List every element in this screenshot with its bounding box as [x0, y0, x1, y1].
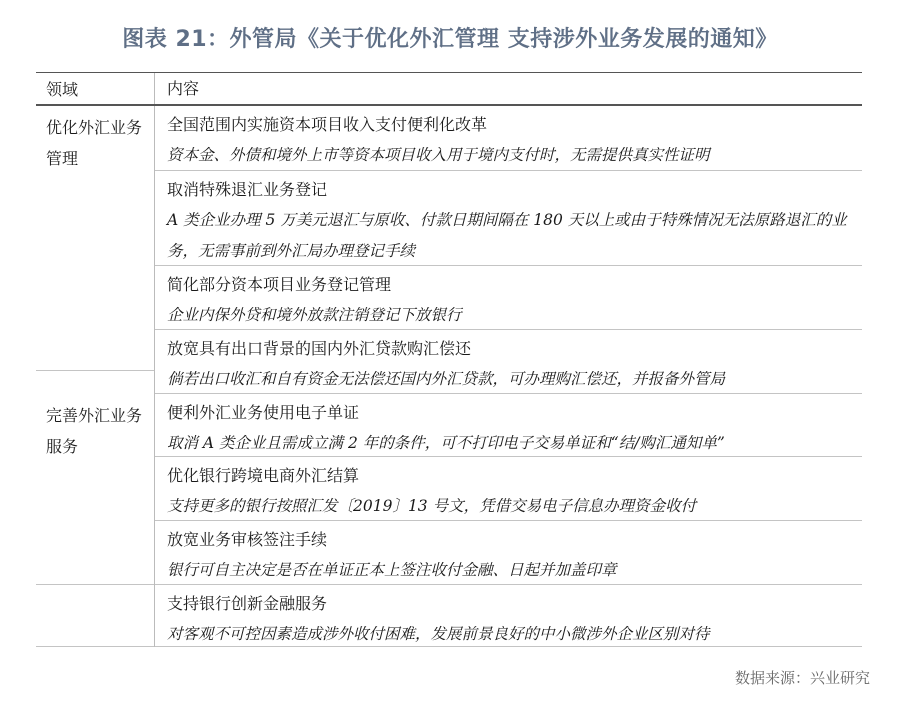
- table-group: [36, 585, 862, 647]
- item-head: 取消特殊退汇业务登记: [167, 180, 328, 199]
- content-item: [155, 521, 862, 585]
- domain-cell: 完善外汇业务服务: [36, 394, 154, 585]
- header-content: 内容: [154, 73, 862, 104]
- item-head: 放宽具有出口背景的国内外汇贷款购汇偿还: [167, 339, 472, 358]
- content-item: [155, 585, 862, 647]
- content-item: [155, 330, 862, 394]
- item-desc: 支持更多的银行按照汇发〔2019〕13 号文，凭借交易电子信息办理资金收付: [167, 497, 697, 515]
- source-note: 数据来源：兴业研究: [734, 669, 870, 687]
- policy-table: [36, 72, 862, 647]
- item-desc: 倘若出口收汇和自有资金无法偿还国内外汇贷款，可办理购汇偿还，并报备外管局: [167, 370, 726, 388]
- content-item: [155, 266, 862, 330]
- item-desc: A 类企业办理 5 万美元退汇与原收、付款日期间隔在 180 天以上或由于特殊情况无法原路退汇的业务，无需事前到外汇局办理登记手续: [167, 211, 847, 260]
- item-head: 简化部分资本项目业务登记管理: [167, 275, 392, 294]
- item-head: 全国范围内实施资本项目收入支付便利化改革: [167, 115, 488, 134]
- header-domain: 领域: [46, 80, 79, 99]
- item-desc: 企业内保外贷和境外放款注销登记下放银行: [167, 306, 462, 324]
- table-group: [36, 106, 862, 394]
- table-group: [36, 394, 862, 585]
- content-item: [155, 394, 862, 457]
- content-item: [155, 106, 862, 171]
- content-item: [155, 457, 862, 521]
- item-desc: 银行可自主决定是否在单证正本上签注收付金融、日起并加盖印章: [167, 561, 617, 579]
- domain-cell: 优化外汇业务管理: [36, 106, 154, 371]
- page-title: 图表 21：外管局《关于优化外汇管理 支持涉外业务发展的通知》: [122, 27, 778, 52]
- item-desc: 取消 A 类企业且需成立满 2 年的条件，可不打印电子交易单证和“结/购汇通知单”: [167, 434, 725, 452]
- item-desc: 对客观不可控因素造成涉外收付困难，发展前景良好的中小微涉外企业区别对待: [167, 625, 710, 643]
- domain-cell: [36, 585, 154, 647]
- item-head: 便利外汇业务使用电子单证: [167, 403, 360, 422]
- item-head: 放宽业务审核签注手续: [167, 530, 328, 549]
- item-head: 支持银行创新金融服务: [167, 594, 328, 613]
- content-item: [155, 171, 862, 266]
- item-desc: 资本金、外债和境外上市等资本项目收入用于境内支付时，无需提供真实性证明: [167, 146, 710, 164]
- table-header-row: [36, 73, 862, 106]
- item-head: 优化银行跨境电商外汇结算: [167, 466, 360, 485]
